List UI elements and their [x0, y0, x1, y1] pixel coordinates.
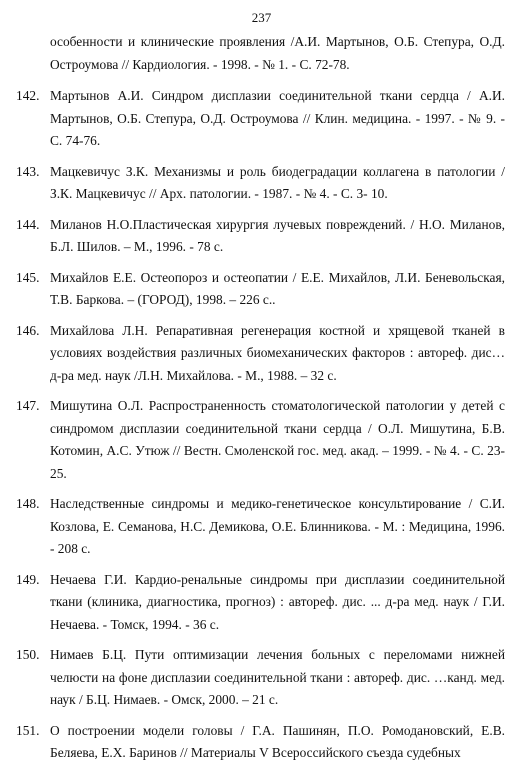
reference-text: Наследственные синдромы и медико-генетическое консультирование / С.И. Козлова, Е. Семанова, Н.С. Демикова, О.Е. Блинникова. - М. : Медицина, 1996. - 208 с. — [50, 496, 505, 556]
reference-entry — [0, 493, 523, 561]
reference-text: Миланов Н.О.Пластическая хирургия лучевых повреждений. / Н.О. Миланов, Б.Л. Шилов. – М., 1996. - 78 с. — [50, 216, 505, 254]
reference-number: 143. — [16, 163, 40, 179]
reference-number: 147. — [16, 398, 40, 413]
reference-entry — [0, 644, 523, 712]
reference-text: Мишутина О.Л. Распространенность стоматологической патологии у детей с синдромом дисплазии соединительной ткани сердца / О.Л. Мишутина, Б.В. Котомин, А.С. Утюж // Вестн. Смоленской гос. мед. акад. – 1999. - № 4. - С. 23-25. — [50, 398, 505, 481]
reference-entry — [0, 267, 523, 312]
page-number: 237 — [251, 10, 272, 25]
reference-number: 145. — [16, 269, 40, 285]
reference-text: Нечаева Г.И. Кардио-ренальные синдромы при дисплазии соединительной ткани (клиника, диагностика, прогноз) : автореф. дис. ... д-ра мед. наук / Г.И. Нечаева. - Томск, 1994. - 36 с. — [50, 571, 505, 632]
reference-text: О построении модели головы / Г.А. Пашинян, П.О. Ромодановский, Е.В. Беляева, Е.Х. Баринов // Материалы V Всероссийского съезда судебных — [50, 722, 505, 760]
reference-text: Михайлов Е.Е. Остеопороз и остеопатии / Е.Е. Михайлов, Л.И. Беневольская, Т.В. Баркова. – (ГОРОД), 1998. – 226 с.. — [50, 269, 505, 307]
reference-entry — [0, 85, 523, 153]
reference-number: 149. — [16, 571, 40, 587]
reference-entry — [0, 320, 523, 388]
reference-text: особенности и клинические проявления /А.И. Мартынов, О.Б. Степура, О.Д. Остроумова // Кардиология. - 1998. - № 1. - С. 72-78. — [50, 34, 505, 72]
reference-entry — [0, 31, 523, 76]
reference-entry — [0, 569, 523, 637]
reference-number: 144. — [16, 216, 40, 232]
reference-list — [0, 31, 523, 773]
reference-number: 148. — [16, 496, 40, 511]
reference-number: 146. — [16, 322, 40, 338]
reference-text: Мартынов А.И. Синдром дисплазии соединительной ткани сердца / А.И. Мартынов, О.Б. Степура, О.Д. Остроумова // Клин. медицина. - 1997. - № 9. - С. 74-76. — [50, 88, 505, 148]
reference-text: Нимаев Б.Ц. Пути оптимизации лечения больных с переломами нижней челюсти на фоне дисплазии соединительной ткани : автореф. дис. …канд. мед. наук / Б.Ц. Нимаев. - Омск, 2000. – 21 с. — [50, 647, 505, 707]
reference-entry — [0, 161, 523, 206]
reference-text: Мацкевичус З.К. Механизмы и роль биодеградации коллагена в патологии / З.К. Мацкевичус // Арх. патологии. - 1987. - № 4. - С. 3- 10. — [50, 163, 505, 201]
reference-text: Михайлова Л.Н. Репаративная регенерация костной и хрящевой тканей в условиях воздействия различных биомеханических факторов : автореф. дис… д-ра мед. наук /Л.Н. Михайлова. - М., 1988. – 32 с. — [50, 322, 505, 383]
reference-number: 151. — [16, 722, 40, 738]
reference-entry — [0, 720, 523, 765]
reference-number: 142. — [16, 88, 40, 103]
reference-entry — [0, 214, 523, 259]
reference-entry — [0, 395, 523, 485]
reference-number: 150. — [16, 647, 40, 662]
